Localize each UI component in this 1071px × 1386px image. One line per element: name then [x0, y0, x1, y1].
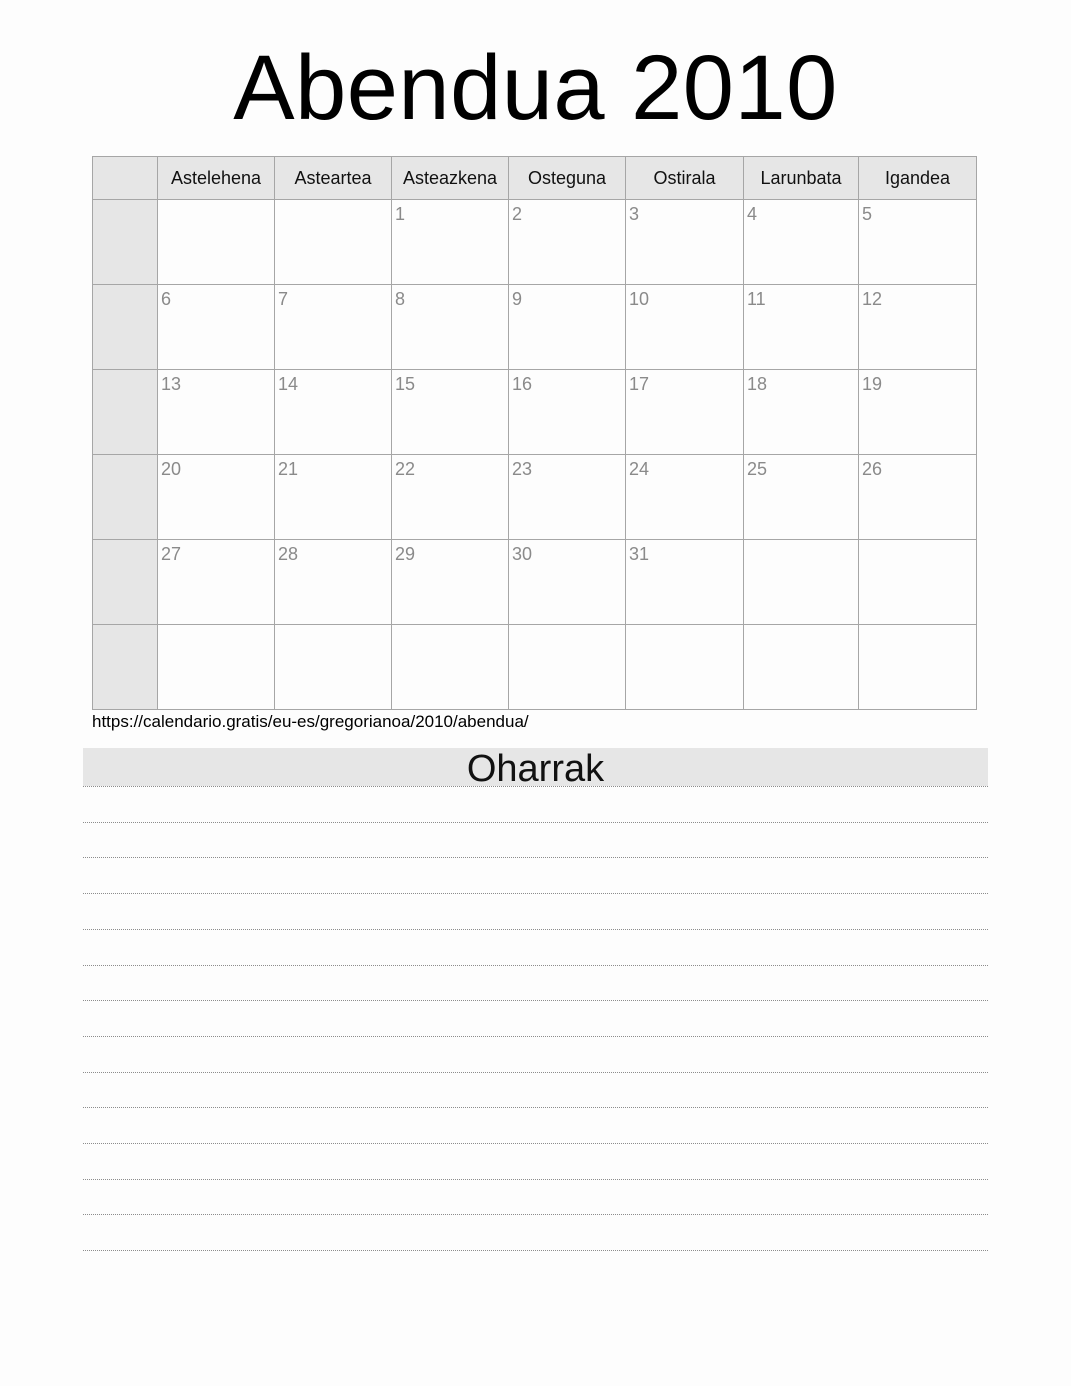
day-cell	[626, 455, 744, 540]
notes-line	[83, 1143, 988, 1144]
day-number	[158, 200, 274, 204]
weekday-header: Osteguna	[509, 157, 626, 200]
day-cell	[744, 455, 859, 540]
day-cell	[275, 540, 392, 625]
day-number: 17	[629, 374, 650, 394]
day-cell	[744, 370, 859, 455]
day-number: 16	[512, 374, 533, 394]
day-cell	[509, 455, 626, 540]
week-row	[93, 625, 977, 710]
week-row	[93, 285, 977, 370]
weekday-header: Asteazkena	[392, 157, 509, 200]
notes-line	[83, 857, 988, 858]
day-number: 11	[747, 289, 766, 309]
day-cell	[859, 285, 977, 370]
day-number: 12	[862, 289, 883, 309]
day-cell	[392, 370, 509, 455]
day-number: 29	[395, 544, 416, 564]
day-number: 14	[278, 374, 299, 394]
day-cell	[392, 285, 509, 370]
day-cell	[275, 370, 392, 455]
day-cell	[275, 625, 392, 710]
notes-line	[83, 786, 988, 787]
day-cell	[509, 370, 626, 455]
day-cell	[626, 285, 744, 370]
day-number: 18	[747, 374, 768, 394]
day-number: 19	[862, 374, 883, 394]
notes-line	[83, 1000, 988, 1001]
day-number: 20	[161, 459, 182, 479]
day-cell	[158, 625, 275, 710]
notes-line	[83, 893, 988, 894]
day-number	[509, 625, 625, 629]
week-number-cell	[93, 285, 158, 370]
weekday-header: Ostirala	[626, 157, 744, 200]
notes-line	[83, 929, 988, 930]
week-row	[93, 455, 977, 540]
day-cell	[859, 625, 977, 710]
day-number: 22	[395, 459, 416, 479]
day-cell	[158, 285, 275, 370]
day-cell	[509, 540, 626, 625]
notes-line	[83, 1036, 988, 1037]
day-number	[275, 625, 391, 629]
day-cell	[392, 625, 509, 710]
day-cell	[275, 200, 392, 285]
day-number: 10	[629, 289, 650, 309]
day-cell	[158, 455, 275, 540]
notes-line	[83, 1072, 988, 1073]
day-number: 13	[161, 374, 182, 394]
day-number: 6	[161, 289, 172, 309]
day-cell	[744, 540, 859, 625]
day-cell	[744, 200, 859, 285]
weekday-header: Asteartea	[275, 157, 392, 200]
weekday-header: Astelehena	[158, 157, 275, 200]
day-number: 23	[512, 459, 533, 479]
day-cell	[626, 625, 744, 710]
day-cell	[275, 455, 392, 540]
day-cell	[158, 200, 275, 285]
day-cell	[392, 455, 509, 540]
week-number-corner	[93, 157, 158, 200]
notes-line	[83, 822, 988, 823]
week-number-cell	[93, 455, 158, 540]
day-number	[744, 625, 858, 629]
day-cell	[744, 285, 859, 370]
day-cell	[509, 200, 626, 285]
day-number: 2	[512, 204, 523, 224]
weekday-header: Igandea	[859, 157, 977, 200]
day-number: 1	[395, 204, 406, 224]
day-cell	[509, 285, 626, 370]
notes-line	[83, 1179, 988, 1180]
day-number: 31	[629, 544, 650, 564]
day-cell	[392, 540, 509, 625]
day-number: 9	[512, 289, 523, 309]
day-number	[392, 625, 508, 629]
page-title: Abendua 2010	[233, 37, 838, 139]
calendar-grid	[92, 156, 977, 710]
day-number	[626, 625, 743, 629]
day-cell	[859, 540, 977, 625]
day-cell	[859, 455, 977, 540]
day-number: 25	[747, 459, 768, 479]
day-number	[859, 540, 976, 544]
notes-line	[83, 1250, 988, 1251]
day-cell	[275, 285, 392, 370]
day-number: 3	[629, 204, 640, 224]
day-cell	[744, 625, 859, 710]
notes-header: Oharrak	[83, 748, 988, 786]
day-number	[859, 625, 976, 629]
day-cell	[859, 200, 977, 285]
day-number	[275, 200, 391, 204]
day-cell	[859, 370, 977, 455]
week-row	[93, 200, 977, 285]
day-number: 27	[161, 544, 182, 564]
day-cell	[158, 540, 275, 625]
day-number: 7	[278, 289, 289, 309]
source-url: https://calendario.gratis/eu-es/gregorianoa/2010/abendua/	[92, 712, 529, 731]
notes-line	[83, 1107, 988, 1108]
day-number	[158, 625, 274, 629]
weekday-header-row	[93, 157, 977, 200]
day-cell	[626, 200, 744, 285]
day-cell	[158, 370, 275, 455]
week-row	[93, 370, 977, 455]
day-cell	[509, 625, 626, 710]
week-row	[93, 540, 977, 625]
weekday-header: Larunbata	[744, 157, 859, 200]
day-number: 4	[747, 204, 758, 224]
day-cell	[392, 200, 509, 285]
notes-line	[83, 1214, 988, 1215]
notes-line	[83, 965, 988, 966]
week-number-cell	[93, 625, 158, 710]
week-number-cell	[93, 540, 158, 625]
day-cell	[626, 540, 744, 625]
day-number: 15	[395, 374, 416, 394]
day-number: 24	[629, 459, 650, 479]
day-number: 26	[862, 459, 883, 479]
day-number: 30	[512, 544, 533, 564]
day-number: 8	[395, 289, 406, 309]
week-number-cell	[93, 370, 158, 455]
day-number: 28	[278, 544, 299, 564]
day-number: 21	[278, 459, 299, 479]
day-number: 5	[862, 204, 873, 224]
day-number	[744, 540, 858, 544]
day-cell	[626, 370, 744, 455]
week-number-cell	[93, 200, 158, 285]
